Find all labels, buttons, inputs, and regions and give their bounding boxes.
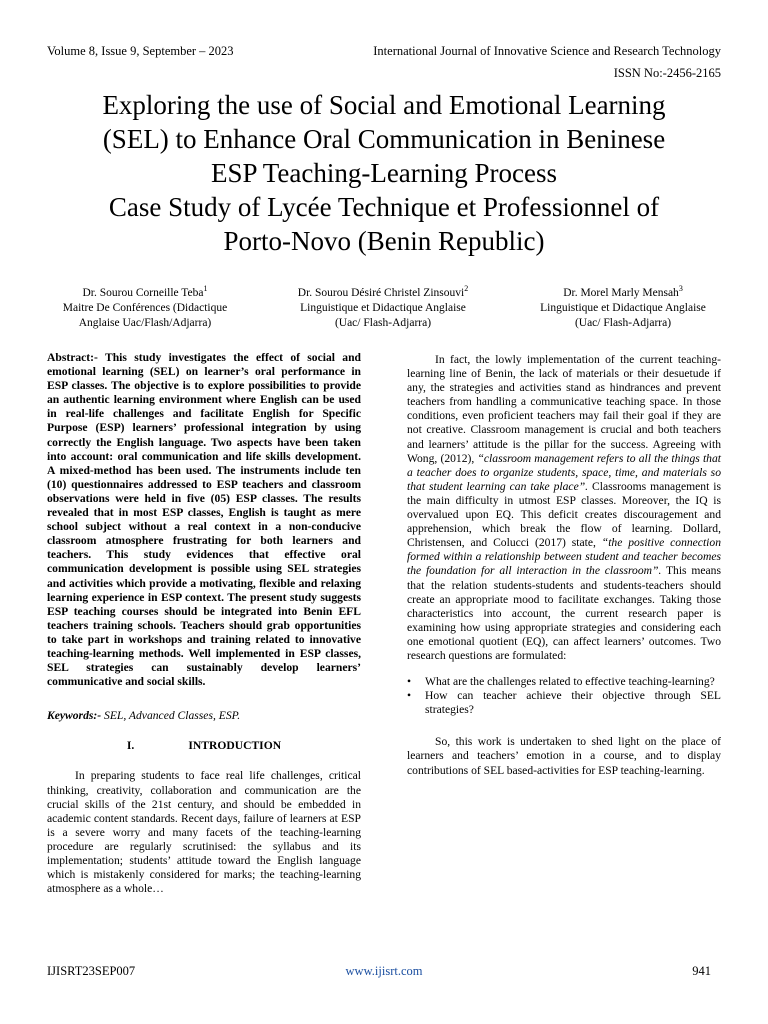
author-sup: 2	[464, 284, 469, 293]
issn: ISSN No:-2456-2165	[613, 66, 721, 80]
journal-url-link[interactable]: www.ijisrt.com	[345, 964, 423, 978]
title-line: ESP Teaching-Learning Process	[210, 158, 558, 188]
body-paragraph	[407, 353, 721, 663]
abstract: Abstract:- This study investigates the effect of social and emotional learning (SEL) on learner’s oral performance in ESP classes. The objective is to explore possibilities to provide an authentic learning environment where English can be used in real-life challenges and facilitate English for Specific Purpose (ESP) learners’ professional integration by using correctly the English language. Two aspects have been taken into account: oral communication and life skills development. A mixed-method has been used. The instruments include ten (10) questionnaires addressed to ESP teachers and classroom observations were held in five (05) ESP classes. The results revealed that in most ESP classes, English is taught as mere school subject without a real context in a non-conducive classroom atmosphere frustrating for both learners and teachers. This study evidences that effective oral communication development is possible using SEL strategies and activities which provide a motivating, flexible and relaxing learning experience in ESP context. The present study suggests ESP teaching courses should be integrated into Benin EFL teachers training schools. Teachers should grab opportunities to take part in workshops and training related to innovative teaching-learning methods. Well implemented in ESP classes, SEL strategies can sustainably develop learners’ communicative and social skills.	[47, 351, 361, 689]
author-2	[268, 281, 498, 331]
title-line: Porto-Novo (Benin Republic)	[223, 226, 545, 256]
right-column	[407, 353, 721, 778]
question-text: What are the challenges related to effective teaching-learning?	[425, 675, 715, 689]
author-sup: 3	[678, 284, 683, 293]
paragraph-text: This means that the relation students-students and students-teachers should create an appropriate mood to facilitate exchanges. Taking those characteristics into account, the current research paper is examining how using appropriate strategies and considering each one emotional quotient (EQ), can affect learners’ outcomes. Two research questions are formulated:	[407, 564, 721, 662]
title-line: (SEL) to Enhance Oral Communication in Beninese	[102, 124, 666, 154]
list-item	[407, 689, 721, 717]
author-name: Dr. Morel Marly Mensah	[563, 286, 679, 299]
author-sup: 1	[203, 284, 208, 293]
author-affiliation: Maitre De Conférences (Didactique	[62, 301, 228, 314]
paper-title	[40, 88, 728, 258]
paragraph-text: Classrooms management is the main difficulty in utmost ESP classes. Moreover, the IQ is overvalued upon EQ. This deficit creates discouragement and apprehension, which break the flow of learning. Dollard, Christensen, and Colucci (2017) state,	[407, 479, 721, 550]
section-heading	[47, 739, 361, 753]
title-line: Exploring the use of Social and Emotional Learning	[102, 90, 666, 120]
author-affiliation: Linguistique et Didactique Anglaise	[300, 301, 466, 314]
quote-wong: “classroom management refers to all the things that a teacher does to organize students, space, time, and materials so that student learning can take place”.	[407, 451, 721, 493]
author-name: Dr. Sourou Corneille Teba	[82, 286, 204, 299]
page-number: 941	[692, 964, 711, 978]
journal-name: International Journal of Innovative Science and Research Technology	[373, 44, 721, 58]
keywords	[47, 709, 361, 723]
author-1	[40, 281, 250, 331]
list-item	[407, 675, 721, 689]
keywords-text: SEL, Advanced Classes, ESP.	[104, 709, 241, 723]
research-questions	[407, 675, 721, 717]
left-column	[47, 351, 361, 896]
author-affiliation: Linguistique et Didactique Anglaise	[540, 301, 706, 314]
paragraph-text: In fact, the lowly implementation of the current teaching-learning line of Benin, the lack of materials or their desuetude if any, the strategies and activities stand as hindrances and prevent teachers from handling a communicative teaching space. In those conditions, even proficient teachers may fail their goal if they are not creative. Classroom management is crucial and both teachers and learners’ attitude is the pillar for the success. Agreeing with Wong, (2012),	[407, 353, 721, 465]
article-code: IJISRT23SEP007	[47, 964, 136, 978]
intro-paragraph: In preparing students to face real life challenges, critical thinking, creativity, collaboration and communication are the crucial skills of the 21st century, and should be embedded in academic content standards. Recent days, failure of learners at ESP is a severe worry and many facets of the teaching-learning procedure are regularly scrutinised: the syllabus and its implementation; students’ attitude toward the English language which is mistakenly considered for marks; the teaching-learning atmosphere as a whole…	[47, 769, 361, 896]
quote-dollard: “the positive connection formed within a relationship between student and teacher becomes the foundation for all interaction in the classroom”.	[407, 536, 721, 578]
closing-paragraph: So, this work is undertaken to shed light on the place of learners and teachers’ emotion in a course, and to display contributions of SEL based-activities for ESP teaching-learning.	[407, 735, 721, 777]
author-affiliation: (Uac/ Flash-Adjarra)	[334, 316, 432, 329]
author-3	[518, 281, 728, 331]
title-line: Case Study of Lycée Technique et Professionnel of	[108, 192, 660, 222]
section-number: I.	[126, 739, 135, 753]
author-block	[40, 281, 728, 331]
volume-info: Volume 8, Issue 9, September – 2023	[47, 44, 234, 58]
author-affiliation: (Uac/ Flash-Adjarra)	[574, 316, 672, 329]
bullet-icon: •	[407, 689, 412, 703]
question-text: How can teacher achieve their objective through SEL strategies?	[425, 689, 721, 717]
author-name: Dr. Sourou Désiré Christel Zinsouvi	[297, 286, 465, 299]
author-affiliation: Anglaise Uac/Flash/Adjarra)	[78, 316, 212, 329]
keywords-label: Keywords:-	[47, 709, 102, 723]
section-title: INTRODUCTION	[188, 739, 282, 753]
bullet-icon: •	[407, 675, 412, 689]
